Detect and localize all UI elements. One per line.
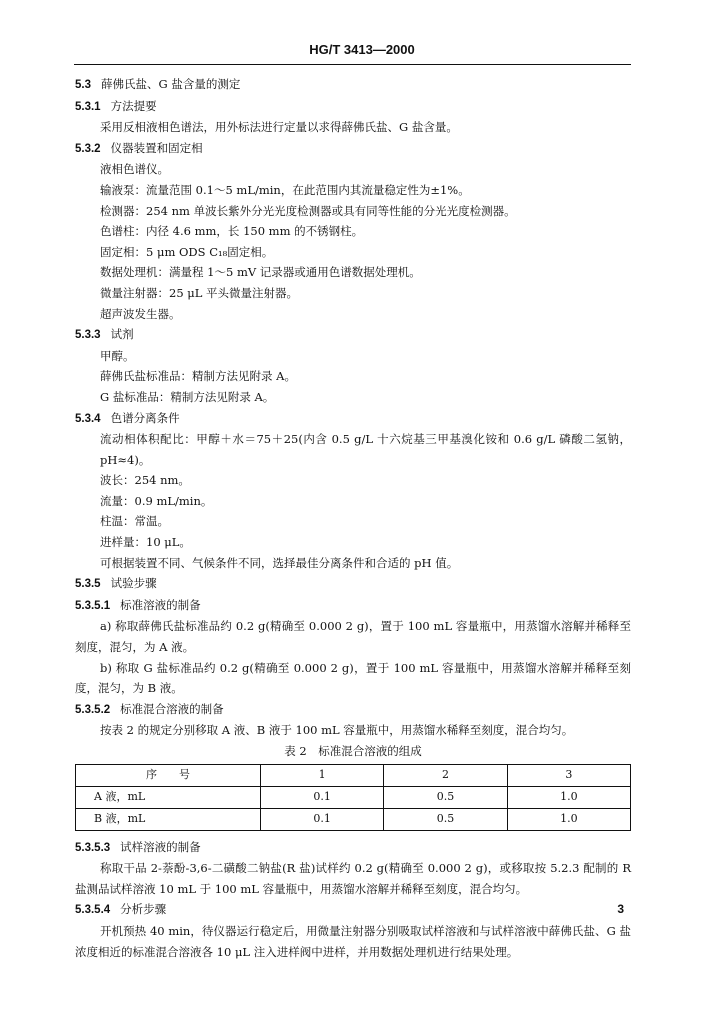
paragraph: 检测器：254 nm 单波长紫外分光光度检测器或具有同等性能的分光光度检测器。 [100,203,516,218]
paragraph: 固定相：5 μm ODS C₁₈固定相。 [100,244,274,259]
paragraph: 液相色谱仪。 [100,162,169,177]
table-cell: 0.5 [384,786,507,808]
paragraph: 可根据装置不同、气候条件不同，选择最佳分离条件和合适的 pH 值。 [100,555,459,570]
table-cell: 0.5 [384,808,507,830]
paragraph: 微量注射器：25 μL 平头微量注射器。 [100,285,299,300]
section-heading [75,324,631,346]
table-cell: 0.1 [261,786,384,808]
page-number: 3 [617,902,624,916]
paragraph: 色谱柱：内径 4.6 mm，长 150 mm 的不锈钢柱。 [100,224,364,239]
paragraph: 流动相体积配比：甲醇＋水＝75＋25(内含 0.5 g/L 十六烷基三甲基溴化铵和 0.6 g/L 磷酸二氢钠，pH≈4)。 [100,432,631,467]
table-cell: 0.1 [261,808,384,830]
table-cell: 1.0 [507,786,630,808]
section-title: 色谱分离条件 [110,410,180,425]
paragraph: 采用反相液相色谱法，用外标法进行定量以求得薛佛氏盐、G 盐含量。 [100,120,458,135]
paragraph: 甲醇。 [100,348,135,363]
paragraph: 薛佛氏盐标准品：精制方法见附录 A。 [100,369,296,384]
table-caption: 表 2 标准混合溶液的组成 [284,744,422,758]
table-cell: 1.0 [507,808,630,830]
section-heading [75,595,631,617]
section-heading [75,74,631,96]
section-number: 5.3.5 [75,578,101,591]
section-heading [75,573,631,595]
section-title: 薛佛氏盐、G 盐含量的测定 [101,77,241,91]
section-heading [75,96,631,118]
section-number: 5.3.5.4 [75,904,111,917]
page-content [75,74,631,962]
section-heading [75,837,631,859]
paragraph: G 盐标准品：精制方法见附录 A。 [100,389,275,404]
table-header-cell: 3 [507,764,630,786]
section-title: 试验步骤 [110,576,157,591]
section-title: 分析步骤 [120,902,167,917]
paragraph: 开机预热 40 min，待仪器运行稳定后，用微量注射器分别吸取试样溶液和与试样溶液中薛佛氏盐、G 盐浓度相近的标准混合溶液各 10 μL 注入进样阀中进样，并用数据处理机进行结果处理。 [75,923,631,959]
paragraph: 按表 2 的规定分别移取 A 液、B 液于 100 mL 容量瓶中，用蒸馏水稀释至刻度，混合均匀。 [100,723,574,738]
table-row [76,786,631,808]
section-title: 试剂 [110,327,134,342]
paragraph: 超声波发生器。 [100,306,181,321]
section-number: 5.3.4 [75,412,101,425]
section-heading [75,138,631,160]
table-row-label: B 液，mL [76,808,261,830]
paragraph: b) 称取 G 盐标准品约 0.2 g(精确至 0.000 2 g)，置于 100 mL 容量瓶中，用蒸馏水溶解并稀释至刻度，混匀，为 B 液。 [75,660,631,696]
paragraph: 柱温：常温。 [100,514,169,529]
section-title: 方法提要 [110,98,157,113]
section-heading [75,899,631,921]
table-header-cell: 1 [261,764,384,786]
section-number: 5.3.1 [75,100,101,113]
paragraph: 波长：254 nm。 [100,473,190,488]
paragraph: 输液泵：流量范围 0.1～5 mL/min，在此范围内其流量稳定性为±1%。 [100,182,470,197]
table-row-label: A 液，mL [76,786,261,808]
section-title: 标准溶液的制备 [120,597,201,612]
section-number: 5.3 [75,79,91,91]
section-number: 5.3.3 [75,329,101,342]
section-number: 5.3.5.1 [75,599,111,612]
paragraph: a) 称取薛佛氏盐标准品约 0.2 g(精确至 0.000 2 g)，置于 100 mL 容量瓶中，用蒸馏水溶解并稀释至刻度，混匀，为 A 液。 [75,619,631,655]
table-header-cell: 2 [384,764,507,786]
section-title: 试样溶液的制备 [120,839,201,854]
section-heading [75,408,631,430]
section-title: 标准混合溶液的制备 [120,701,224,716]
paragraph: 称取干品 2-萘酚-3,6-二磺酸二钠盐(R 盐)试样约 0.2 g(精确至 0.000 2 g)，或移取按 5.2.3 配制的 R 盐测品试样溶液 10 mL 于 100 mL 容量瓶中，用蒸馏水溶解并稀释至刻度，混合均匀。 [75,861,631,896]
page-header: HG/T 3413—2000 [309,42,415,57]
section-title: 仪器装置和固定相 [110,140,203,155]
section-heading [75,699,631,721]
section-number: 5.3.5.2 [75,703,111,716]
paragraph: 进样量：10 μL。 [100,535,191,550]
composition-table [75,764,631,831]
table-row [76,808,631,830]
paragraph: 流量：0.9 mL/min。 [100,493,213,508]
header-rule [74,64,631,65]
table-header-row [76,764,631,786]
section-number: 5.3.2 [75,142,101,155]
table-header-cell: 序 号 [76,764,261,786]
paragraph: 数据处理机：满量程 1～5 mV 记录器或通用色谱数据处理机。 [100,265,421,280]
section-number: 5.3.5.3 [75,841,111,854]
